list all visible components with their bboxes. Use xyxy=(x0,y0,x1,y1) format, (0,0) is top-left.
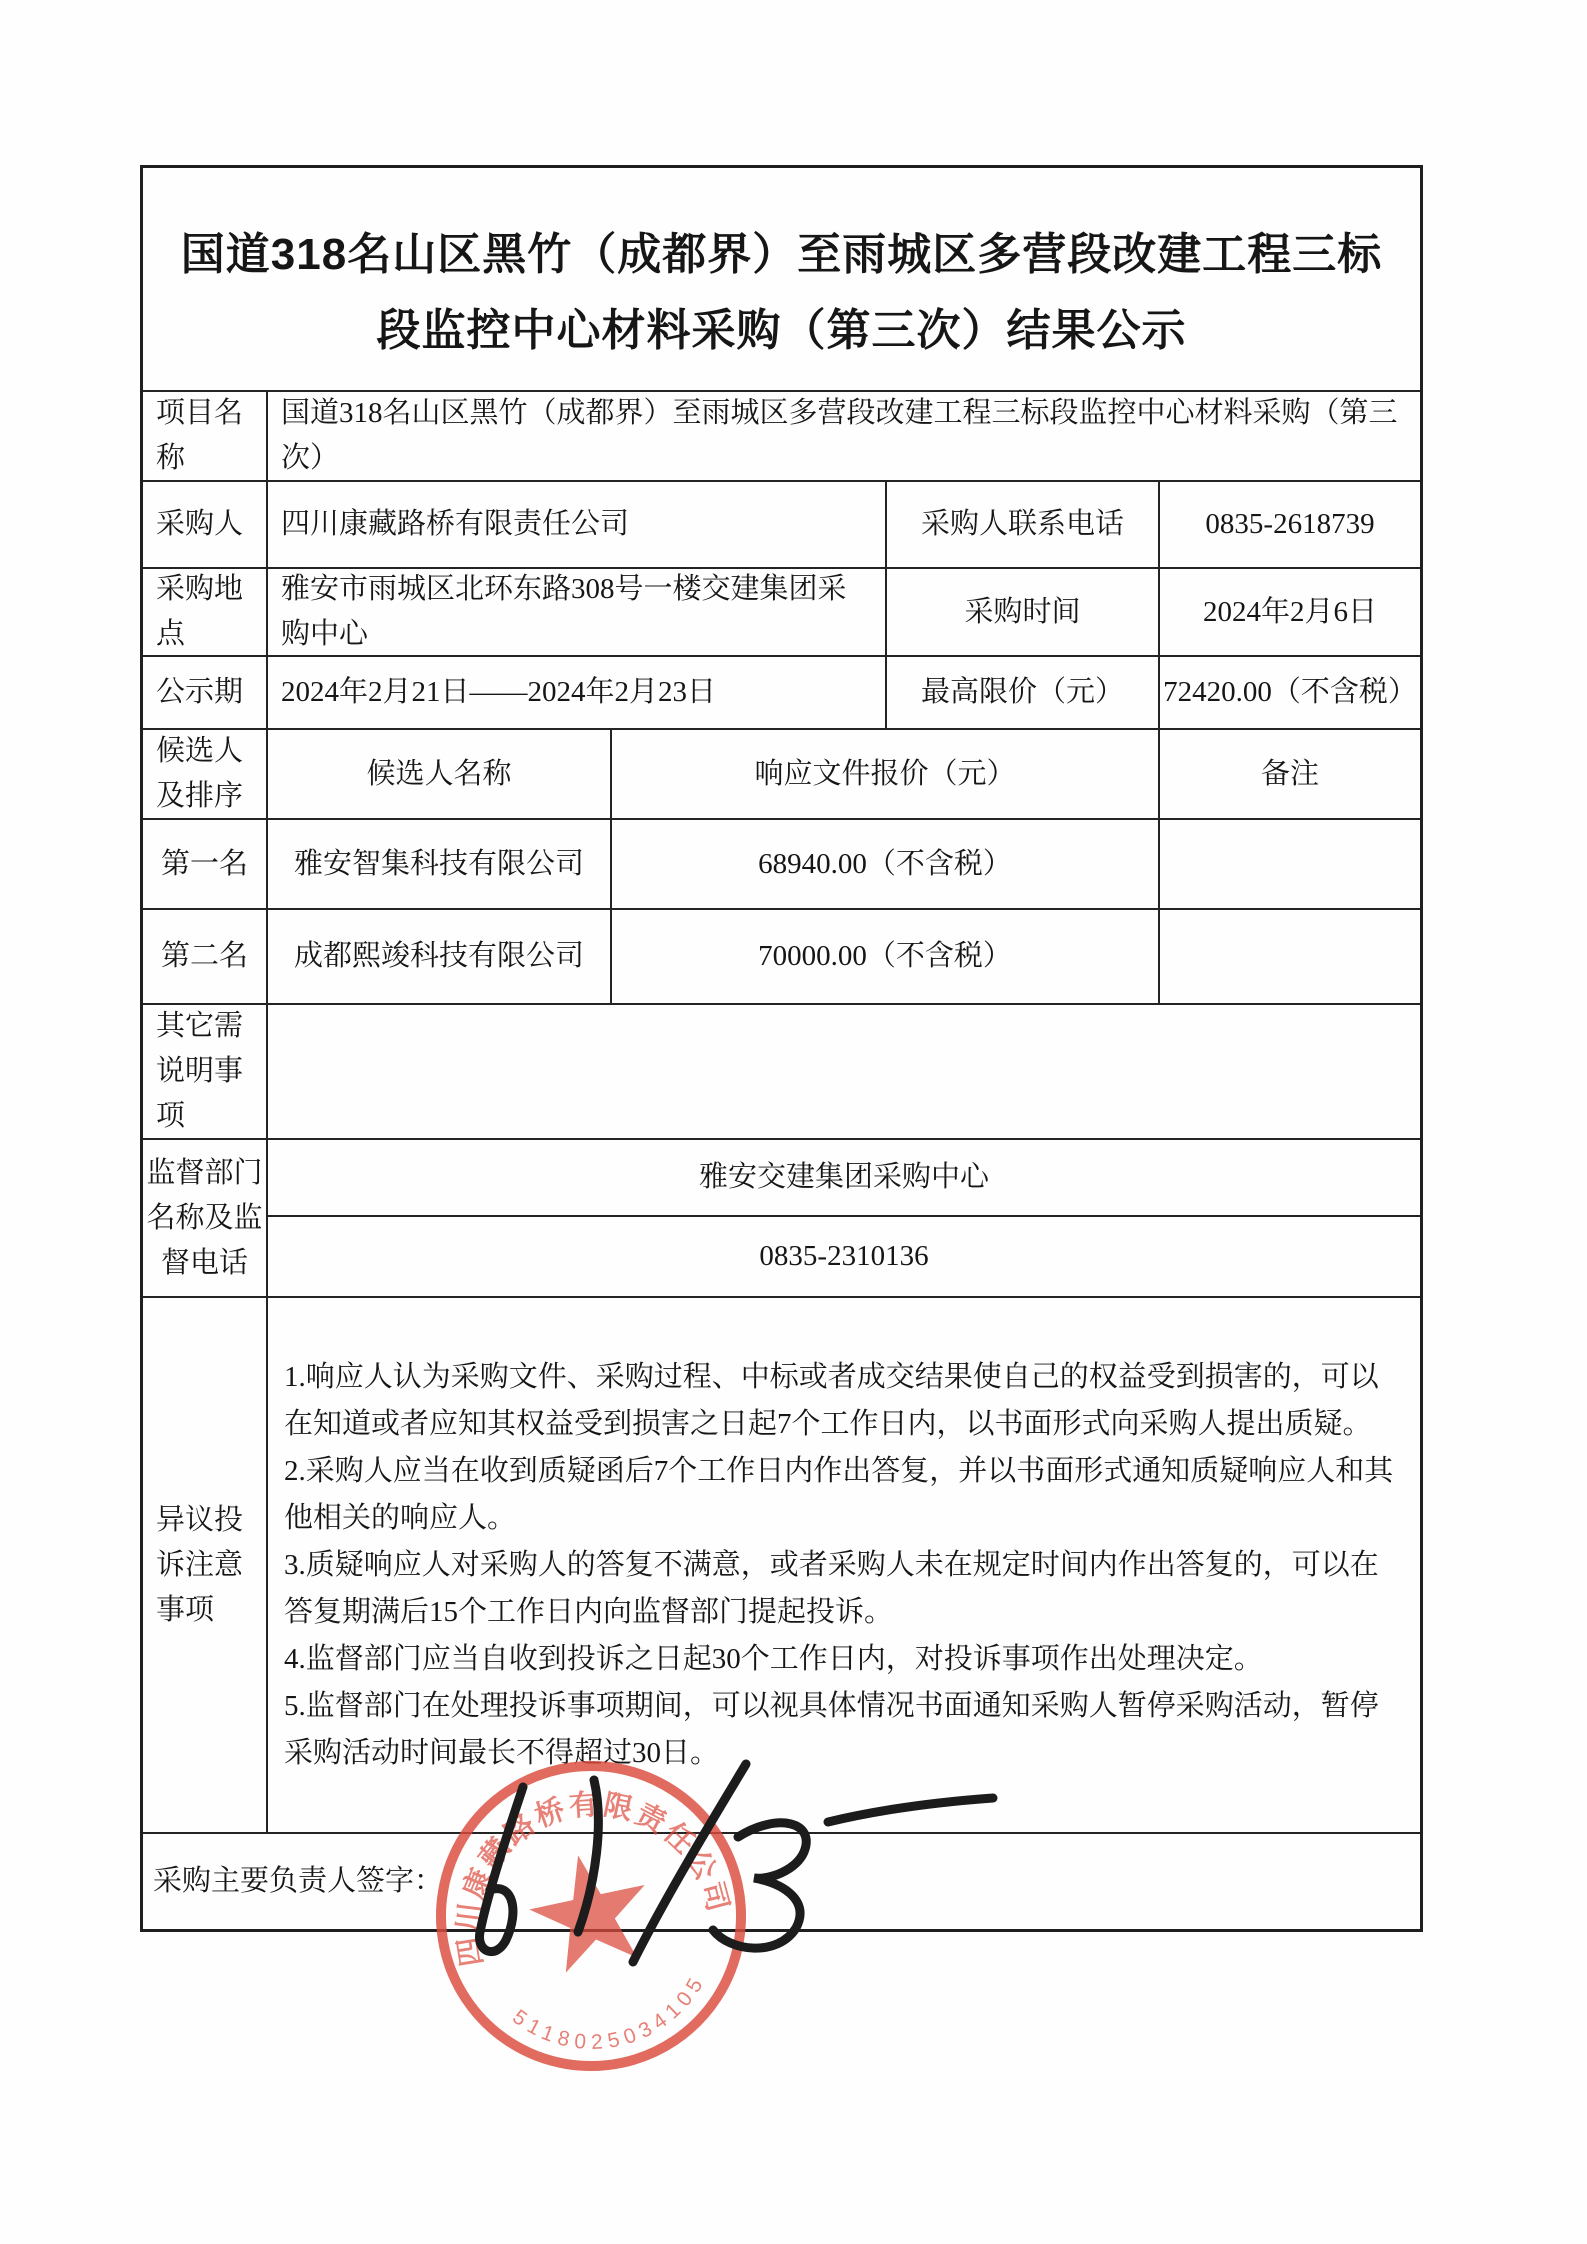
row-candidates-header xyxy=(143,730,1420,820)
buyer-phone-label: 采购人联系电话 xyxy=(887,482,1160,567)
publicity-label: 公示期 xyxy=(143,657,268,728)
max-price-value: 72420.00（不含税） xyxy=(1163,676,1417,708)
row-supervision xyxy=(143,1140,1420,1298)
purchase-time-value: 2024年2月6日 xyxy=(1202,595,1377,628)
buyer-phone-value: 0835-2618739 xyxy=(1205,508,1375,540)
supervision-name: 雅安交建集团采购中心 xyxy=(268,1140,1420,1217)
location-value: 雅安市雨城区北环东路308号一楼交建集团采购中心 xyxy=(268,569,887,655)
handwritten-signature xyxy=(408,1752,1048,1977)
announcement-table xyxy=(140,165,1423,1932)
objection-label: 异议投诉注意事项 xyxy=(143,1298,268,1832)
supervision-label: 监督部门名称及监督电话 xyxy=(143,1140,268,1296)
other-notes-label: 其它需说明事项 xyxy=(143,1005,268,1138)
candidate-name: 雅安智集科技有限公司 xyxy=(268,820,612,908)
objection-item-1: 1.响应人认为采购文件、采购过程、中标或者成交结果使自己的权益受到损害的，可以在知道或者应知其权益受到损害之日起7个工作日内，以书面形式向采购人提出质疑。 xyxy=(284,1360,1379,1440)
max-price-label: 最高限价（元） xyxy=(887,657,1160,728)
objection-item-5: 5.监督部门在处理投诉事项期间，可以视具体情况书面通知采购人暂停采购活动，暂停采购活动时间最长不得超过30日。 xyxy=(284,1689,1379,1769)
candidate-name-header: 候选人名称 xyxy=(268,730,612,818)
buyer-value: 四川康藏路桥有限责任公司 xyxy=(268,482,887,567)
supervision-values xyxy=(268,1140,1420,1296)
candidate-remark xyxy=(1160,820,1420,908)
row-location xyxy=(143,569,1420,657)
table-row-candidate-2 xyxy=(143,910,1420,1005)
candidate-name: 成都熙竣科技有限公司 xyxy=(268,910,612,1003)
publicity-value: 2024年2月21日——2024年2月23日 xyxy=(268,657,887,728)
purchase-time-label: 采购时间 xyxy=(887,569,1160,655)
candidate-bid-header: 响应文件报价（元） xyxy=(612,730,1160,818)
seal-serial-number: 5118025034105 xyxy=(508,1969,711,2055)
project-name-value: 国道318名山区黑竹（成都界）至雨城区多营段改建工程三标段监控中心材料采购（第三次） xyxy=(281,397,1398,474)
seal-company-text: 四川康藏路桥有限责任公司 xyxy=(452,1788,735,1969)
objection-item-2: 2.采购人应当在收到质疑函后7个工作日内作出答复，并以书面形式通知质疑响应人和其他相关的响应人。 xyxy=(284,1454,1394,1534)
location-label: 采购地点 xyxy=(143,569,268,655)
row-project-name xyxy=(143,392,1420,482)
candidate-rank: 第二名 xyxy=(143,910,268,1003)
page-title: 国道318名山区黑竹（成都界）至雨城区多营段改建工程三标段监控中心材料采购（第三次）结果公示 xyxy=(180,230,1383,355)
buyer-label: 采购人 xyxy=(143,482,268,567)
objection-item-4: 4.监督部门应当自收到投诉之日起30个工作日内，对投诉事项作出处理决定。 xyxy=(284,1642,1263,1675)
row-other-notes xyxy=(143,1005,1420,1140)
candidate-remark-header: 备注 xyxy=(1260,757,1319,790)
table-row-candidate-1 xyxy=(143,820,1420,910)
other-notes-value xyxy=(268,1005,1420,1138)
objection-item-3: 3.质疑响应人对采购人的答复不满意，或者采购人未在规定时间内作出答复的，可以在答复期满后15个工作日内向监督部门提起投诉。 xyxy=(284,1548,1379,1628)
title-row xyxy=(143,168,1420,392)
signature-label: 采购主要负责人签字： xyxy=(153,1865,444,1897)
row-buyer xyxy=(143,482,1420,569)
row-publicity xyxy=(143,657,1420,730)
candidate-bid: 70000.00（不含税） xyxy=(612,910,1160,1003)
project-name-label: 项目名称 xyxy=(143,392,268,480)
supervision-phone: 0835-2310136 xyxy=(759,1240,929,1272)
candidate-rank: 第一名 xyxy=(143,820,268,908)
candidates-label: 候选人及排序 xyxy=(143,730,268,818)
candidate-bid: 68940.00（不含税） xyxy=(612,820,1160,908)
candidate-remark xyxy=(1160,910,1420,1003)
